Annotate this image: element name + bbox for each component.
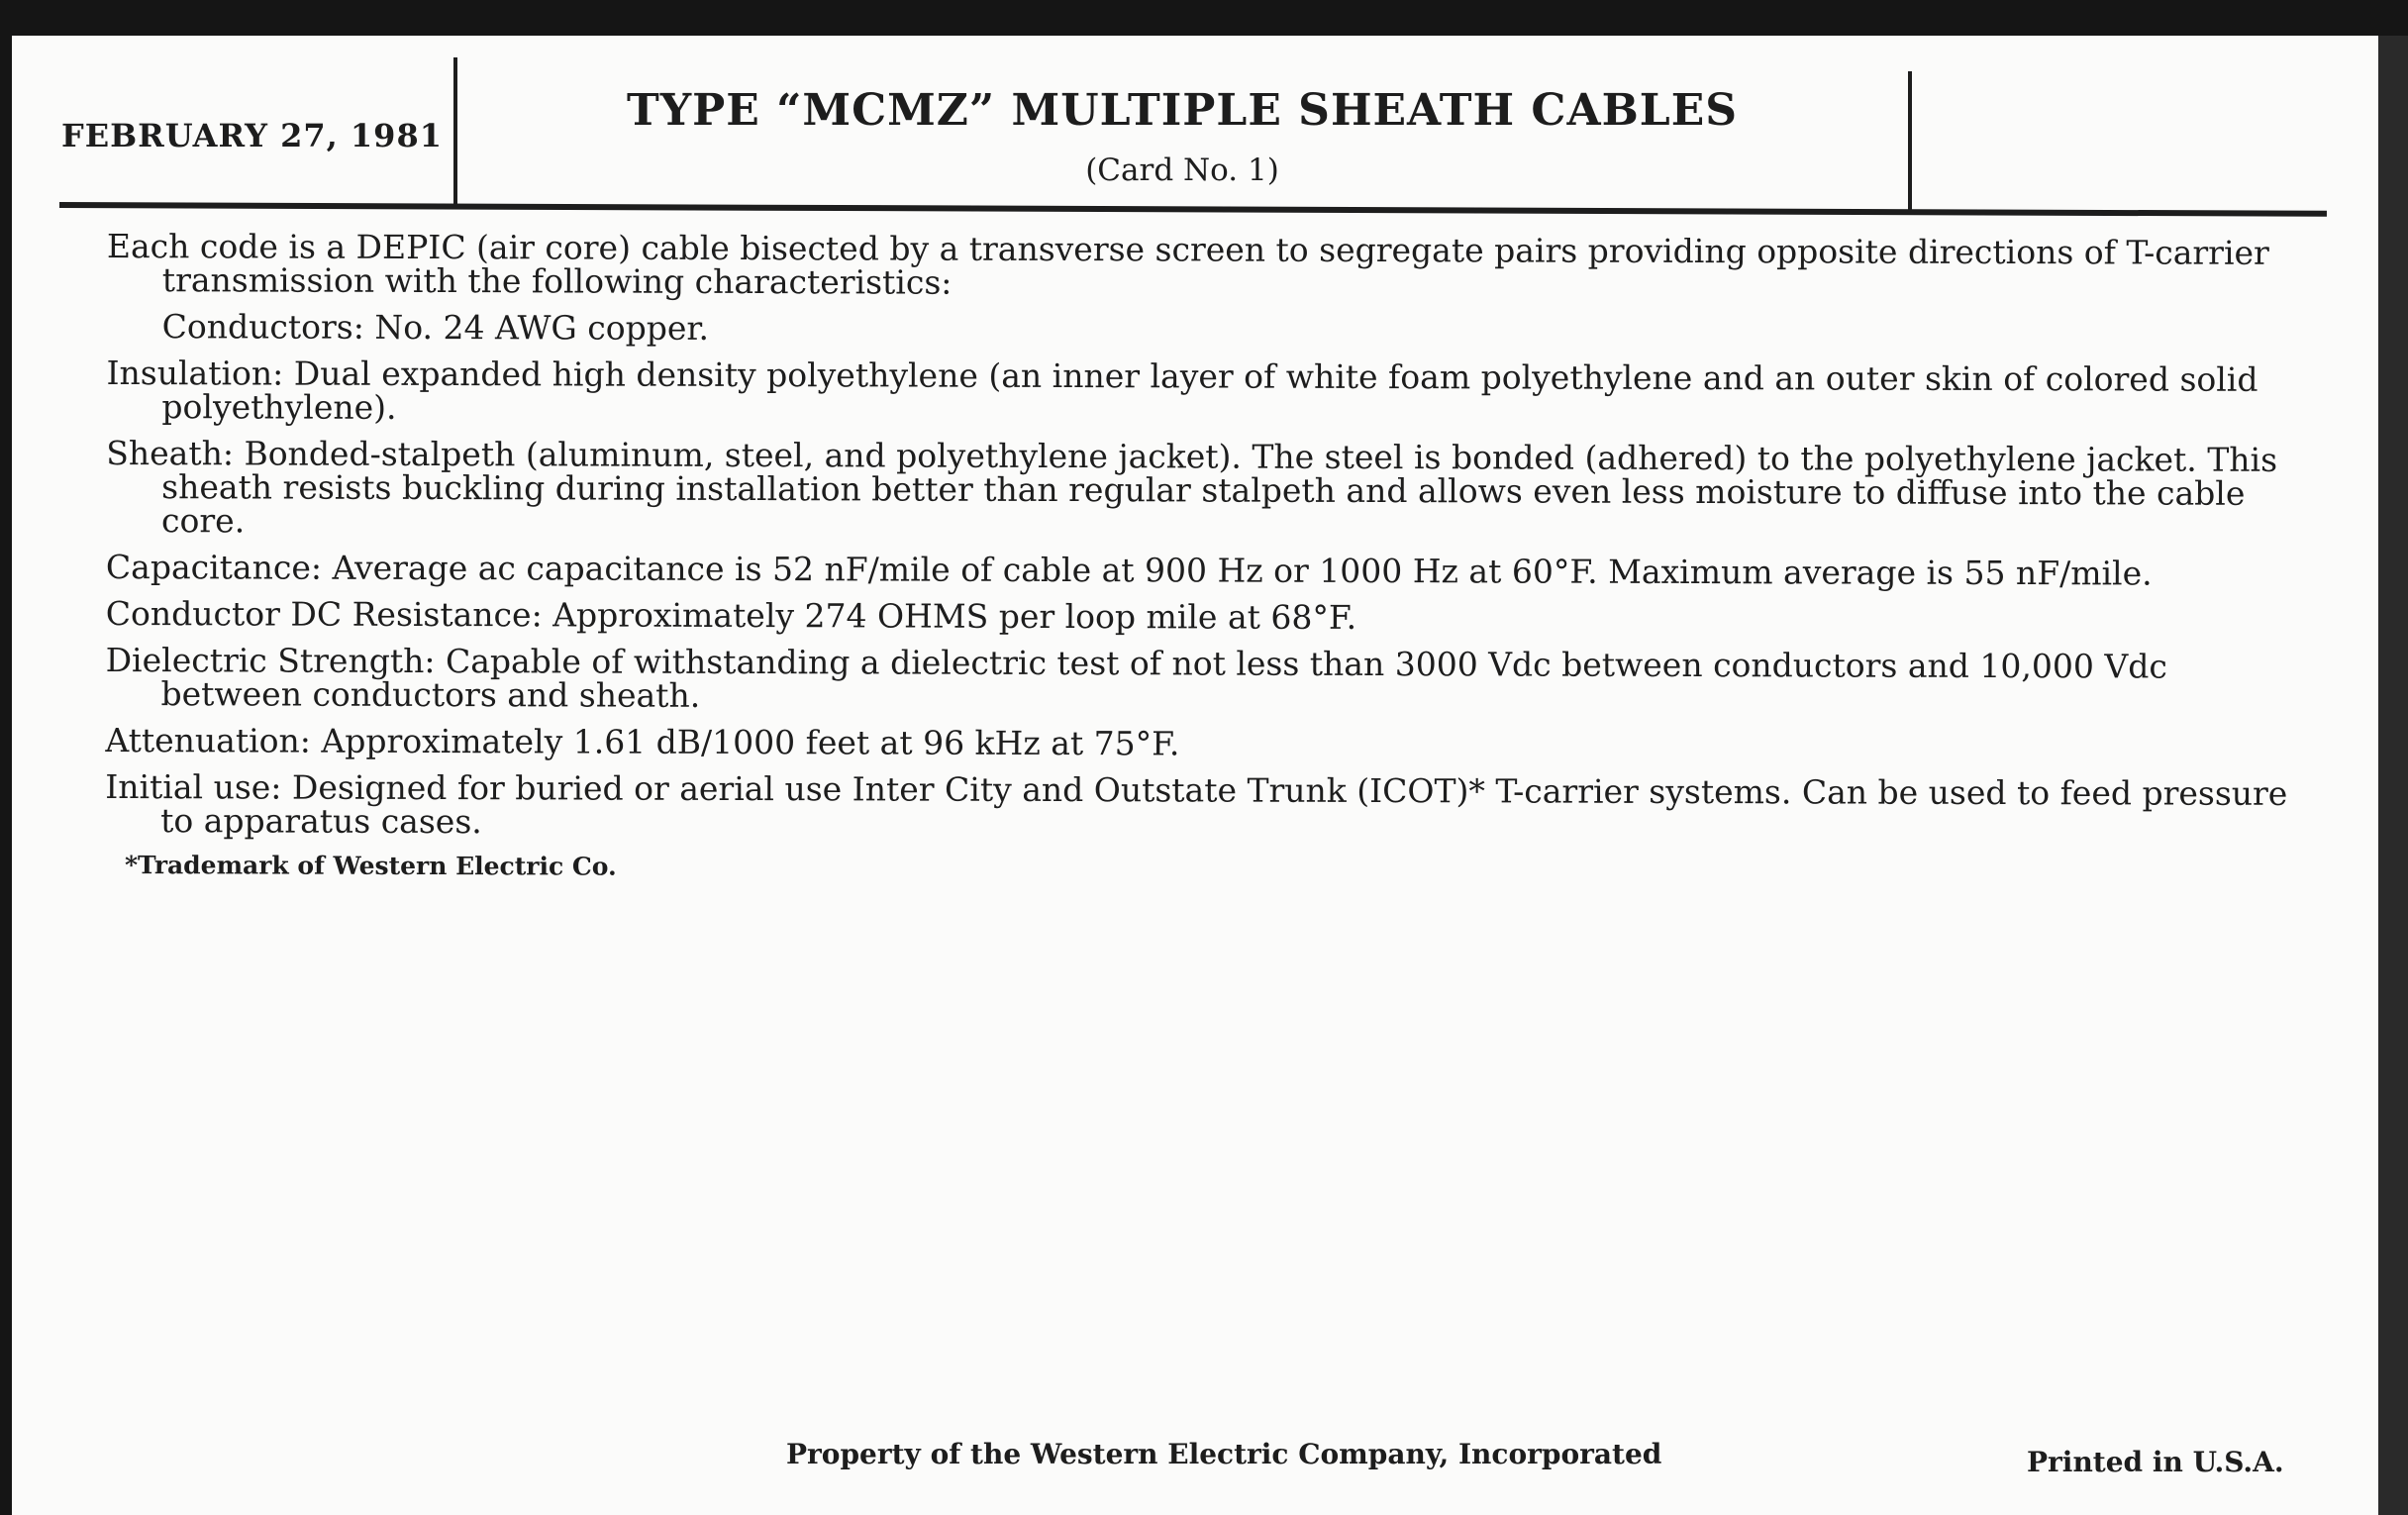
trademark-footnote: *Trademark of Western Electric Co. bbox=[124, 851, 617, 881]
header-divider-left bbox=[453, 57, 457, 206]
card-number: (Card No. 1) bbox=[1085, 152, 1279, 188]
card-date: FEBRUARY 27, 1981 bbox=[61, 117, 443, 154]
footer-printed: Printed in U.S.A. bbox=[2027, 1446, 2284, 1478]
card-title: TYPE “MCMZ” MULTIPLE SHEATH CABLES bbox=[626, 85, 1739, 136]
sheath-paragraph: Sheath: Bonded-stalpeth (aluminum, steel, and polyethylene jacket). The steel is bonded (adhered) to the polyethylene jacket. This sheath resists buckling during installation better than regular stalpeth and allows even less moisture to diffuse into the cable core. bbox=[106, 433, 2278, 541]
conductors-paragraph: Conductors: No. 24 AWG copper. bbox=[161, 307, 710, 348]
capacitance-paragraph: Capacitance: Average ac capacitance is 52 nF/mile of cable at 900 Hz or 1000 Hz at 60°F. Maximum average is 55 nF/mile. bbox=[105, 547, 2153, 593]
attenuation-paragraph: Attenuation: Approximately 1.61 dB/1000 feet at 96 kHz at 75°F. bbox=[105, 720, 1180, 763]
dielectric-paragraph: Dielectric Strength: Capable of withstanding a dielectric test of not less than 3000 Vdc between conductors and 10,000 Vdc between conductors and sheath. bbox=[105, 640, 2167, 715]
initial-use-paragraph: Initial use: Designed for buried or aerial use Inter City and Outstate Trunk (ICOT)* T-carrier systems. Can be used to feed pressure to apparatus cases. bbox=[105, 766, 2288, 842]
resistance-paragraph: Conductor DC Resistance: Approximately 274 OHMS per loop mile at 68°F. bbox=[105, 593, 1357, 637]
index-card bbox=[12, 36, 2378, 1515]
footer-property: Property of the Western Electric Company, Incorporated bbox=[786, 1438, 1662, 1470]
intro-paragraph: Each code is a DEPIC (air core) cable bisected by a transverse screen to segregate pairs providing opposite directions of T-carrier transmission with the following characteristics: bbox=[106, 227, 2269, 302]
header-rule bbox=[59, 202, 2327, 217]
insulation-paragraph: Insulation: Dual expanded high density polyethylene (an inner layer of white foam polyethylene and an outer skin of colored solid polyethylene). bbox=[106, 353, 2258, 427]
header-divider-right bbox=[1908, 71, 1912, 210]
scan-edge bbox=[2378, 36, 2408, 1515]
card-body bbox=[105, 227, 2295, 889]
